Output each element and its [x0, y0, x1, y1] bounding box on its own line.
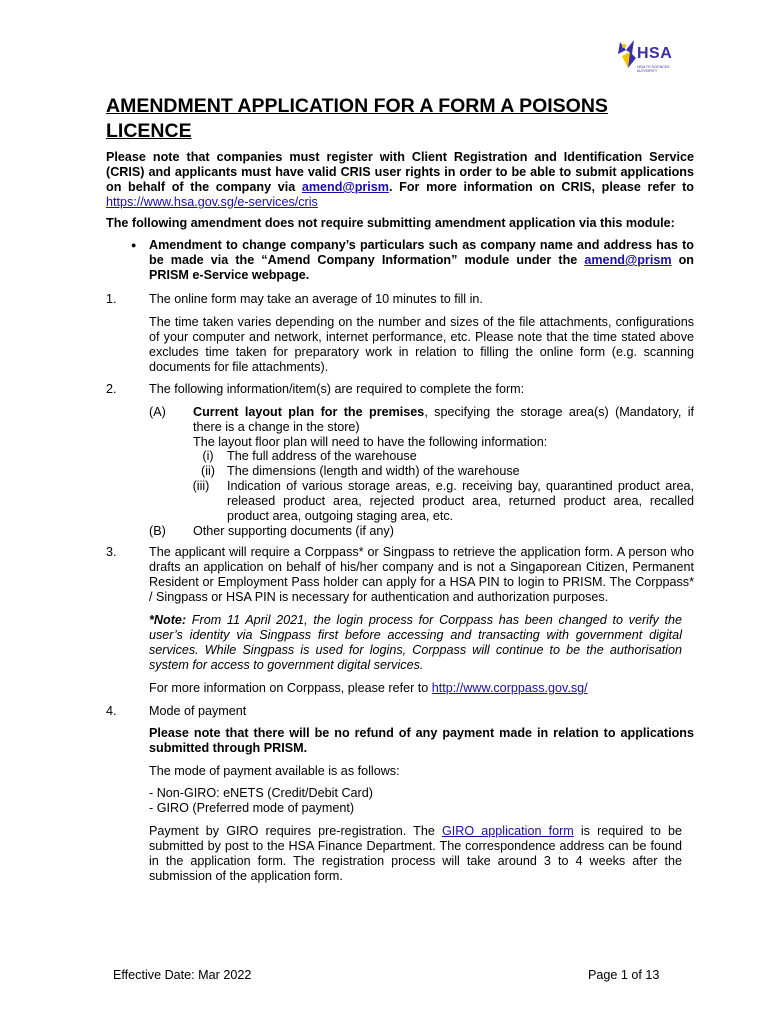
item-4-line: Mode of payment	[149, 704, 247, 718]
bullet-text-1: Amendment to change company’s particulars such as company name and address has to be made via the “Amend Company Information” module under the	[149, 238, 694, 267]
item-4-number: 4.	[106, 704, 117, 718]
hsa-logo	[612, 36, 682, 76]
item-2-a-bold: Current layout plan for the premises	[193, 405, 425, 419]
no-amend-heading: The following amendment does not require submitting amendment application via this module:	[106, 216, 675, 230]
item-2-a-label: (A)	[149, 405, 166, 419]
item-2-b-label: (B)	[149, 524, 166, 538]
intro-paragraph	[106, 150, 694, 210]
page-title: AMENDMENT APPLICATION FOR A FORM A POISONS LICENCE	[106, 95, 608, 142]
amend-prism-link[interactable]: amend@prism	[301, 180, 390, 194]
item-1-number: 1.	[106, 292, 117, 306]
item-2-a-sub: The layout floor plan will need to have the following information:	[193, 435, 548, 449]
item-2-a-text	[193, 405, 694, 435]
note-text: From 11 April 2021, the login process for Corppass has been changed to verify the user’s identity via Singpass first before accessing and transacting with government digital services. While Singpass is used for logins, Corppass will continue to be the authorisation system for access to government digital services.	[149, 613, 682, 672]
item-3-more	[149, 681, 694, 696]
amend-prism-link-2[interactable]: amend@prism	[584, 253, 672, 267]
giro-paragraph	[149, 824, 682, 884]
sub-item-label: (iii)	[192, 479, 210, 493]
page-number: Page 1 of 13	[588, 968, 660, 982]
payment-mode: - GIRO (Preferred mode of payment)	[149, 801, 355, 815]
logo-text: HSA	[637, 45, 673, 62]
giro-form-link[interactable]: GIRO application form	[441, 824, 574, 838]
cris-link[interactable]: https://www.hsa.gov.sg/e-services/cris	[106, 195, 318, 209]
intro-text-1: Please note that companies must register with Client Registration and Identification Service (CRIS) and applicants must have valid CRIS user rights in order to be able to submit applications on behalf of the company via	[106, 150, 694, 194]
payment-mode: - Non-GIRO: eNETS (Credit/Debit Card)	[149, 786, 373, 800]
note-label: *Note:	[149, 613, 187, 627]
sub-item-label: (ii)	[201, 464, 215, 478]
intro-text-2: . For more information on CRIS, please refer to	[389, 180, 694, 194]
effective-date: Effective Date: Mar 2022	[113, 968, 252, 982]
item-3-note	[149, 613, 682, 673]
item-3-para: The applicant will require a Corppass* or Singpass to retrieve the application form. A person who drafts an application on behalf of his/her company and is not a Singaporean Citizen, Permanent Resident or Employment Pass holder can apply for a HSA PIN to login to PRISM. The Corppass* / Singpass or HSA PIN is necessary for authentication and authorization purposes.	[149, 545, 694, 604]
item-2-number: 2.	[106, 382, 117, 396]
item-2-a-rest: , specifying the storage area(s) (Mandatory, if there is a change in the store)	[193, 405, 695, 434]
bullet-icon: ●	[131, 240, 137, 250]
payment-available: The mode of payment available is as follows:	[149, 764, 400, 778]
no-refund-notice: Please note that there will be no refund of any payment made in relation to applications submitted through PRISM.	[149, 726, 694, 755]
giro-text-2: is required to be submitted by post to the HSA Finance Department. The correspondence address can be found in the application form. The registration process will take around 3 to 4 weeks after the submission of the application form.	[149, 824, 682, 883]
corppass-more-text: For more information on Corppass, please refer to	[149, 681, 432, 695]
sub-item-text: The full address of the warehouse	[227, 449, 417, 463]
item-3-number: 3.	[106, 545, 117, 559]
sub-item-text: The dimensions (length and width) of the warehouse	[227, 464, 520, 478]
item-1-line: The online form may take an average of 10 minutes to fill in.	[149, 292, 483, 306]
giro-text-1: Payment by GIRO requires pre-registration. The	[149, 824, 442, 838]
bullet-item	[149, 238, 694, 283]
sub-item-text: Indication of various storage areas, e.g. receiving bay, quarantined product area, released product area, rejected product area, returned product area, recalled product area, outgoing staging area, etc.	[227, 479, 694, 523]
sub-item-label: (i)	[202, 449, 214, 463]
item-2-b-text: Other supporting documents (if any)	[193, 524, 394, 538]
corppass-link[interactable]: http://www.corppass.gov.sg/	[431, 681, 588, 695]
item-2-line: The following information/item(s) are required to complete the form:	[149, 382, 525, 396]
bullet-text-2: on PRISM e-Service webpage.	[149, 253, 694, 282]
logo-subtext: HEALTH SCIENCES AUTHORITY	[637, 65, 670, 73]
item-1-para: The time taken varies depending on the number and sizes of the file attachments, configurations of your computer and network, internet performance, etc. Please note that the time stated above excludes time taken for preparatory work in relation to filling the online form (e.g. scanning documents for file attachments).	[149, 315, 694, 374]
